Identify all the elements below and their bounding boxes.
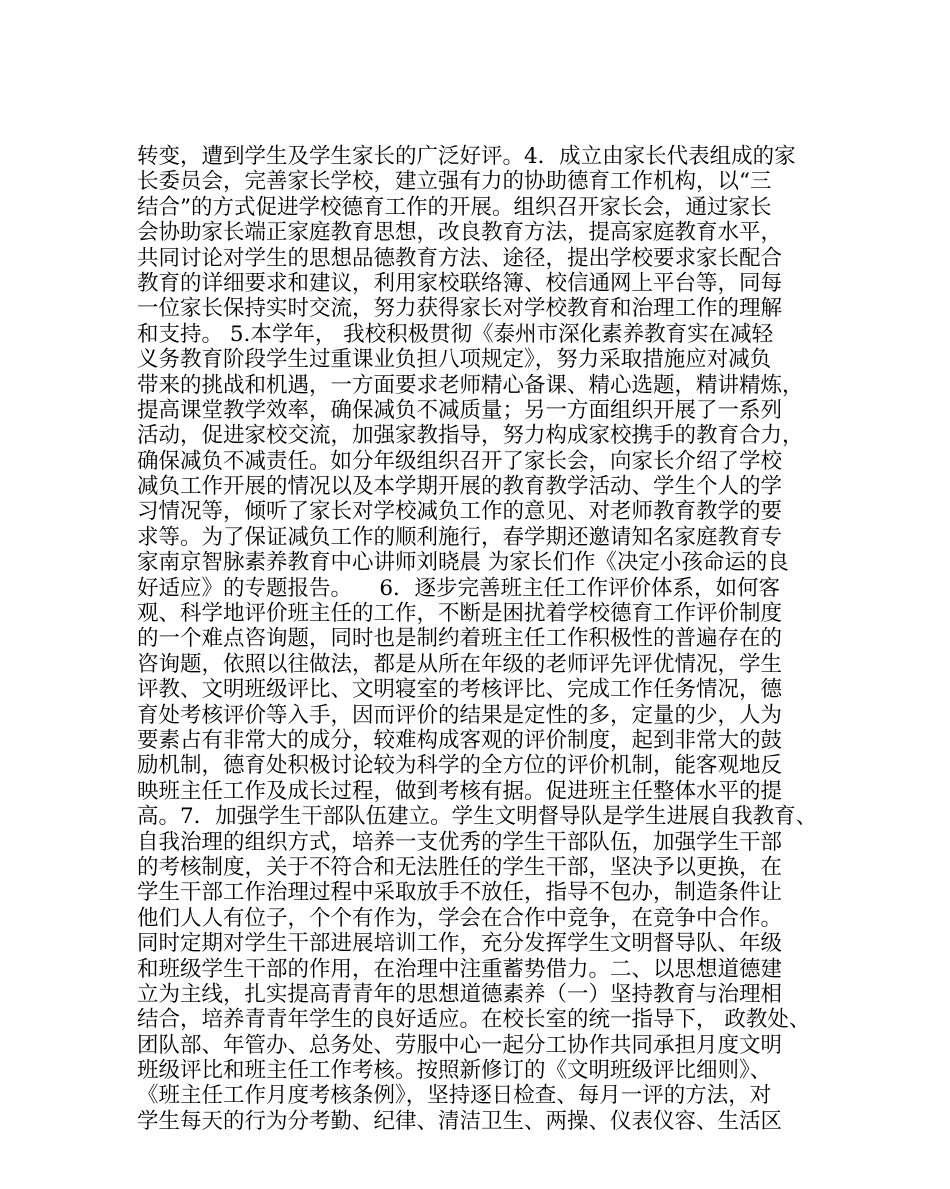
text-line: 确保减负不减责任。如分年级组织召开了家长会，向家长介绍了学校 [137,448,783,474]
text-line: 求等。为了保证减负工作的顺利施行，春学期还邀请知名家庭教育专 [137,524,783,550]
text-line: 共同讨论对学生的思想品德教育方法、途径，提出学校要求家长配合 [137,245,783,271]
text-line: 同时定期对学生干部进展培训工作，充分发挥学生文明督导队、年级 [137,931,783,957]
text-line: 高。7．加强学生干部队伍建立。学生文明督导队是学生进展自我教育、 [137,804,818,830]
text-line: 提高课堂教学效率，确保减负不减质量；另一方面组织开展了一系列 [137,397,783,423]
text-line: 育处考核评价等入手，因而评价的结果是定性的多，定量的少，人为 [137,702,783,728]
body-text [137,144,817,1134]
text-line: 他们人人有位子，个个有作为，学会在合作中竞争，在竞争中合作。 [137,905,783,931]
text-line: 映班主任工作及成长过程，做到考核有据。促进班主任整体水平的提 [137,778,783,804]
text-line: 转变，遭到学生及学生家长的广泛好评。4．成立由家长代表组成的家 [137,144,796,169]
text-line: 评教、文明班级评比、文明寝室的考核评比、完成工作任务情况，德 [137,677,783,703]
text-line: 家南京智脉素养教育中心讲师刘晓晨 为家长们作《决定小孩命运的良 [137,550,789,576]
text-line: 结合，培养青青年学生的良好适应。在校长室的统一指导下， 政教处、 [137,1007,811,1033]
text-line: 带来的挑战和机遇，一方面要求老师精心备课、精心选题，精讲精炼， [137,372,804,398]
text-line: 《班主任工作月度考核条例》，坚持逐日检查、每月一评的方法，对 [137,1083,772,1109]
text-line: 好适应》的专题报告。 6．逐步完善班主任工作评价体系，如何客 [137,575,781,601]
text-line: 立为主线，扎实提高青青年的思想道德素养（一）坚持教育与治理相 [137,981,783,1007]
text-line: 义务教育阶段学生过重课业负担八项规定》，努力采取措施应对减负 [137,347,772,373]
text-line: 和班级学生干部的作用，在治理中注重蓄势借力。二、以思想道德建 [137,956,783,982]
text-line: 习情况等，倾听了家长对学校减负工作的意见、对老师教育教学的要 [137,499,783,525]
text-line: 长委员会，完善家长学校，建立强有力的协助德育工作机构，以“三 [137,169,772,195]
text-line: 自我治理的组织方式，培养一支优秀的学生干部队伍，加强学生干部 [137,829,783,855]
text-line: 的考核制度，关于不符合和无法胜任的学生干部，坚决予以更换，在 [137,854,783,880]
text-line: 减负工作开展的情况以及本学期开展的教育教学活动、学生个人的学 [137,474,783,500]
text-line: 观、科学地评价班主任的工作，不断是困扰着学校德育工作评价制度 [137,601,783,627]
text-line: 会协助家长端正家庭教育思想，改良教育方法，提高家庭教育水平， [137,220,783,246]
text-line: 团队部、年管办、总务处、劳服中心一起分工协作共同承担月度文明 [137,1032,783,1058]
text-line: 活动，促进家校交流，加强家教指导，努力构成家校携手的教育合力， [137,423,804,449]
text-line: 教育的详细要求和建议，利用家校联络簿、校信通网上平台等，同每 [137,270,783,296]
text-line: 和支持。 5.本学年， 我校积极贯彻《泰州市深化素养教育实在减轻 [137,321,774,347]
text-line: 的一个难点咨询题，同时也是制约着班主任工作积极性的普遍存在的 [137,626,783,652]
text-line: 一位家长保持实时交流，努力获得家长对学校教育和治理工作的理解 [137,296,783,322]
text-line: 结合”的方式促进学校德育工作的开展。组织召开家长会，通过家长 [137,194,772,220]
text-line: 学生每天的行为分考勤、纪律、清洁卫生、两操、仪表仪容、生活区 [137,1108,783,1134]
text-line: 班级评比和班主任工作考核。按照新修订的《文明班级评比细则》、 [137,1058,772,1084]
text-line: 励机制，德育处积极讨论较为科学的全方位的评价机制，能客观地反 [137,753,783,779]
text-line: 咨询题，依照以往做法，都是从所在年级的老师评先评优情况，学生 [137,651,783,677]
text-line: 要素占有非常大的成分，较难构成客观的评价制度，起到非常大的鼓 [137,727,783,753]
text-line: 学生干部工作治理过程中采取放手不放任，指导不包办，制造条件让 [137,880,783,906]
